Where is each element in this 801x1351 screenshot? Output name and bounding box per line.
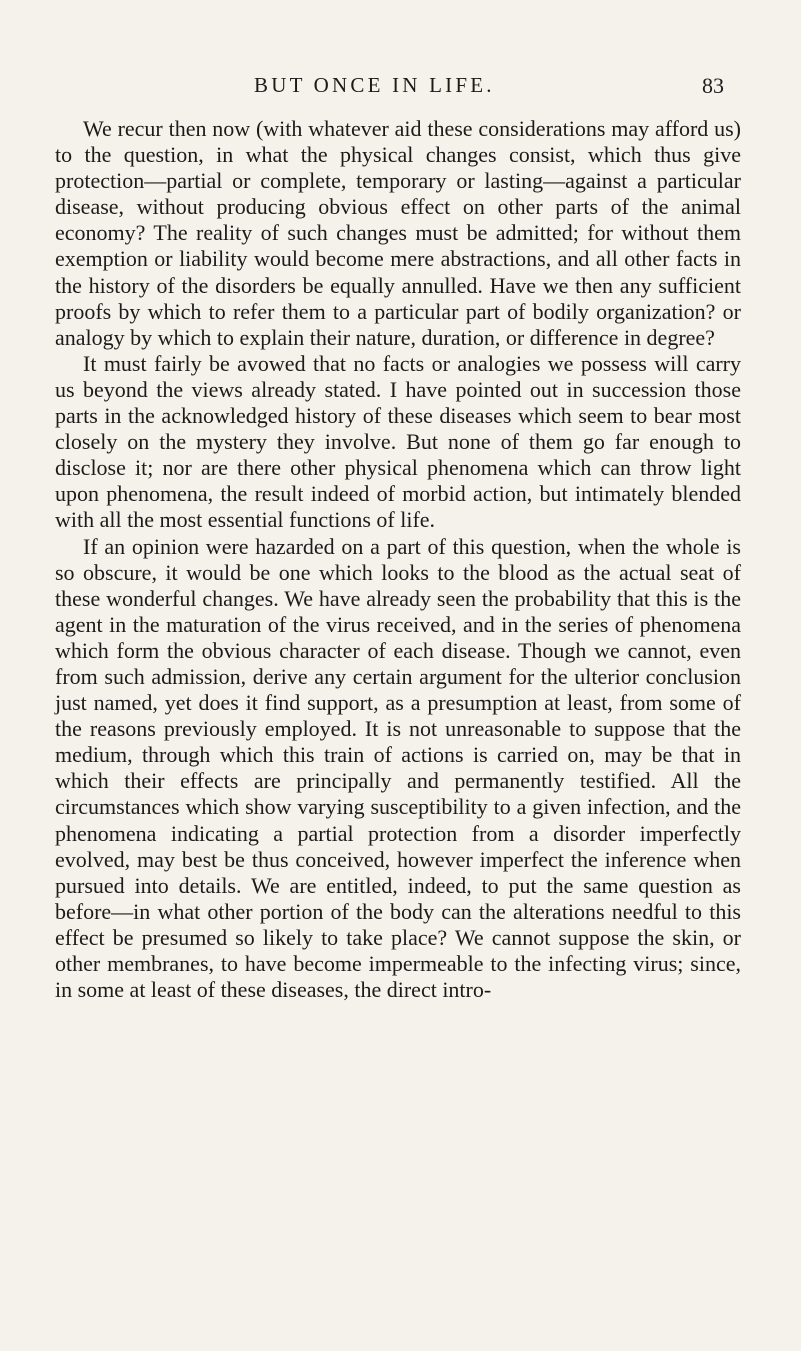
paragraph-3: If an opinion were hazarded on a part of this question, when the whole is so obscure, it would be one which looks to the blood as the actual seat of these wonderful changes. We have already seen the probability that this is the agent in the maturation of the virus received, and in the series of phenomena which form the obvious character of each disease. Though we cannot, even from such admission, derive any certain argument for the ulterior conclusion just named, yet does it find support, as a presumption at least, from some of the reasons previously employed. It is not unreasonable to suppose that the medium, through which this train of actions is carried on, may be that in which their effects are principally and permanently testified. All the circumstances which show varying susceptibility to a given infection, and the phenomena indicating a partial protection from a disorder imperfectly evolved, may best be thus conceived, however imperfect the inference when pursued into details. We are entitled, indeed, to put the same question as before—in what other portion of the body can the alterations needful to this effect be presumed so likely to take place? We cannot suppose the skin, or other membranes, to have become impermeable to the infecting virus; since, in some at least of these diseases, the direct intro- — [55, 533, 741, 1003]
page-number: 83 — [702, 73, 724, 98]
running-title: BUT ONCE IN LIFE. — [254, 73, 495, 97]
paragraph-2: It must fairly be avowed that no facts or analogies we possess will carry us beyond the views already stated. I have pointed out in succession those parts in the acknowledged history of these diseases which seem to bear most closely on the mystery they involve. But none of them go far enough to disclose it; nor are there other physical phenomena which can throw light upon phenomena, the result indeed of morbid action, but intimately blended with all the most essential functions of life. — [55, 350, 741, 533]
paragraph-1: We recur then now (with whatever aid these considerations may afford us) to the question, in what the physical changes consist, which thus give protection—partial or complete, temporary or lasting—against a particular disease, without producing obvious effect on other parts of the animal economy? The reality of such changes must be admitted; for without them exemption or liability would become mere abstractions, and all other facts in the history of the disorders be equally annulled. Have we then any sufficient proofs by which to refer them to a particular part of bodily organization? or analogy by which to explain their nature, duration, or difference in degree? — [55, 116, 741, 350]
body-text — [55, 116, 741, 1003]
running-head — [0, 73, 801, 103]
